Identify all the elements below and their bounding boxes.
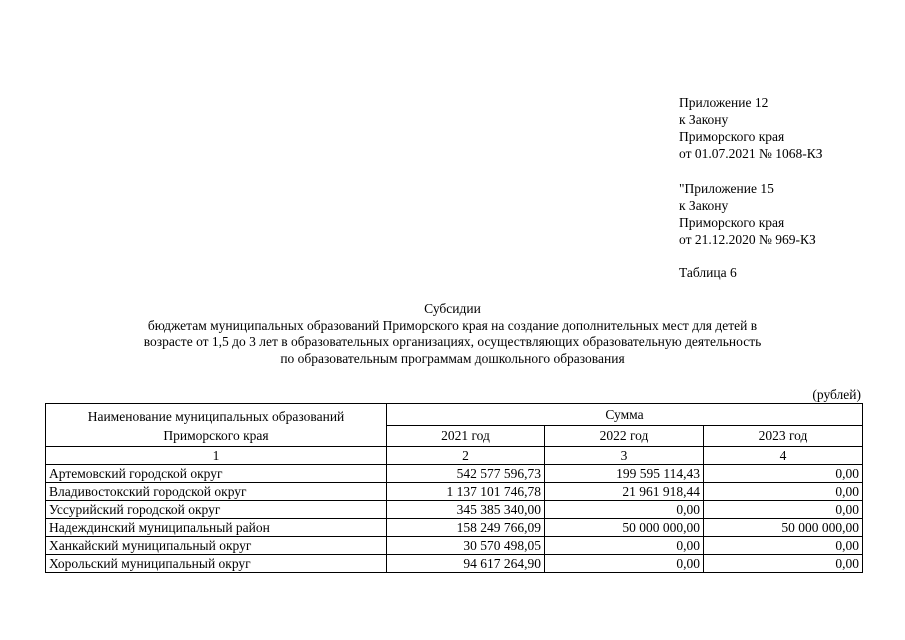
subsidies-table: [45, 403, 863, 573]
amount-2023: 0,00: [704, 483, 863, 501]
amount-2021: 94 617 264,90: [387, 555, 545, 573]
appendix-original-block: [679, 180, 823, 248]
amount-2023: 0,00: [704, 555, 863, 573]
name-column-header: Наименование муниципальных образований Приморского края: [46, 404, 387, 447]
year-header: 2022 год: [545, 425, 704, 447]
municipality-name: Артемовский городской округ: [46, 465, 387, 483]
column-numbers-row: [46, 447, 863, 465]
year-header: 2023 год: [704, 425, 863, 447]
column-number: 4: [704, 447, 863, 465]
column-number: 3: [545, 447, 704, 465]
amount-2023: 50 000 000,00: [704, 519, 863, 537]
document-title: [40, 301, 865, 367]
table-row: [46, 519, 863, 537]
amount-2022: 21 961 918,44: [545, 483, 704, 501]
column-number: 1: [46, 447, 387, 465]
municipality-name: Хорольский муниципальный округ: [46, 555, 387, 573]
appendix-line: "Приложение 15: [679, 181, 774, 196]
amount-2021: 345 385 340,00: [387, 501, 545, 519]
appendix-line: к Закону: [679, 198, 729, 213]
amount-2023: 0,00: [704, 501, 863, 519]
title-line: возрасте от 1,5 до 3 лет в образовательных организациях, осуществляющих образовательную деятельность: [143, 334, 762, 349]
appendix-line: от 21.12.2020 № 969-КЗ: [679, 232, 816, 247]
table-row: [46, 483, 863, 501]
table-row: [46, 537, 863, 555]
appendix-line: Приморского края: [679, 129, 785, 144]
amount-2021: 1 137 101 746,78: [387, 483, 545, 501]
amount-2022: 0,00: [545, 501, 704, 519]
amount-2021: 30 570 498,05: [387, 537, 545, 555]
municipality-name: Владивостокский городской округ: [46, 483, 387, 501]
sum-column-header: Сумма: [387, 404, 863, 426]
year-header: 2021 год: [387, 425, 545, 447]
amount-2021: 542 577 596,73: [387, 465, 545, 483]
municipality-name: Уссурийский городской округ: [46, 501, 387, 519]
table-header-row: [46, 404, 863, 426]
amount-2021: 158 249 766,09: [387, 519, 545, 537]
title-line: бюджетам муниципальных образований Приморского края на создание дополнительных мест для детей в: [147, 317, 758, 333]
units-label: (рублей): [812, 387, 861, 402]
municipality-name: Ханкайский муниципальный округ: [46, 537, 387, 555]
title-line: Субсидии: [424, 301, 481, 316]
appendix-line: к Закону: [679, 112, 729, 127]
appendix-line: Приморского края: [679, 215, 785, 230]
amount-2022: 50 000 000,00: [545, 519, 704, 537]
title-line: по образовательным программам дошкольного образования: [280, 350, 625, 366]
table-caption: Таблица 6: [679, 265, 737, 280]
amount-2022: 0,00: [545, 555, 704, 573]
amount-2023: 0,00: [704, 537, 863, 555]
table-row: [46, 501, 863, 519]
amount-2022: 0,00: [545, 537, 704, 555]
municipality-name: Надеждинский муниципальный район: [46, 519, 387, 537]
appendix-current-block: [679, 94, 823, 162]
table-row: [46, 555, 863, 573]
amount-2022: 199 595 114,43: [545, 465, 704, 483]
table-row: [46, 465, 863, 483]
column-number: 2: [387, 447, 545, 465]
appendix-line: Приложение 12: [679, 95, 769, 110]
appendix-header: [679, 94, 823, 266]
amount-2023: 0,00: [704, 465, 863, 483]
appendix-line: от 01.07.2021 № 1068-КЗ: [679, 146, 823, 161]
